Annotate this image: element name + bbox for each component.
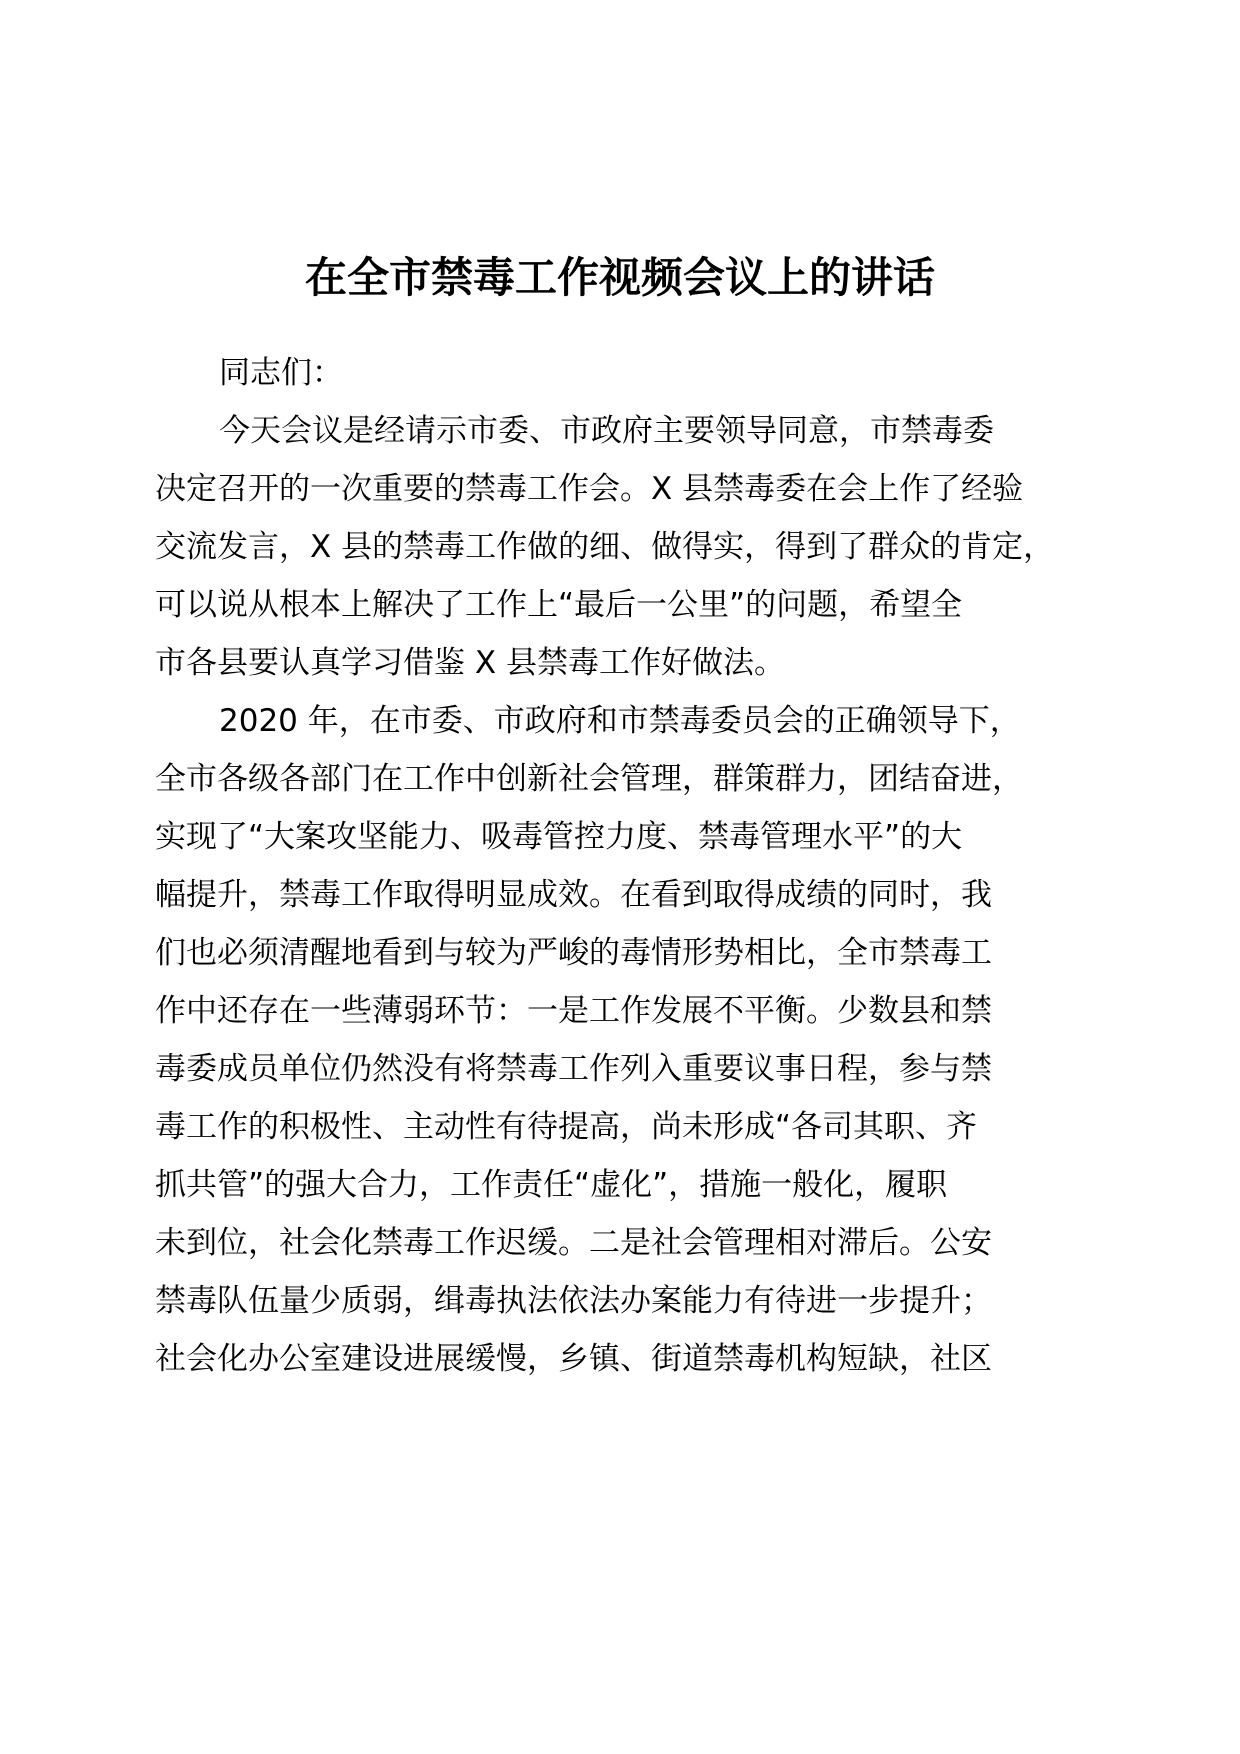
paragraph-line: 今天会议是经请示市委、市政府主要领导同意，市禁毒委 — [219, 413, 994, 449]
paragraph-line: 抓共管”的强大合力，工作责任“虚化”，措施一般化，履职 — [155, 1167, 948, 1203]
paragraph-line: 可以说从根本上解决了工作上“最后一公里”的问题，希望全 — [155, 587, 963, 623]
paragraph-line: 禁毒队伍量少质弱，缉毒执法依法办案能力有待进一步提升； — [155, 1283, 992, 1319]
paragraph-line: 未到位，社会化禁毒工作迟缓。二是社会管理相对滞后。公安 — [155, 1225, 992, 1261]
paragraph-line: 实现了“大案攻坚能力、吸毒管控力度、禁毒管理水平”的大 — [155, 819, 963, 855]
paragraph-line: 毒委成员单位仍然没有将禁毒工作列入重要议事日程，参与禁 — [155, 1051, 992, 1087]
paragraph-line: 社会化办公室建设进展缓慢，乡镇、街道禁毒机构短缺，社区 — [155, 1341, 992, 1377]
document-title: 在全市禁毒工作视频会议上的讲话 — [304, 253, 935, 302]
paragraph-line: 们也必须清醒地看到与较为严峻的毒情形势相比，全市禁毒工 — [155, 935, 992, 971]
paragraph-line: 交流发言，X 县的禁毒工作做的细、做得实，得到了群众的肯定， — [155, 529, 1055, 565]
salutation-line: 同志们： — [219, 355, 343, 391]
paragraph-line: 全市各级各部门在工作中创新社会管理，群策群力，团结奋进， — [155, 761, 1023, 797]
document-body — [155, 344, 1115, 1388]
paragraph-line: 决定召开的一次重要的禁毒工作会。X 县禁毒委在会上作了经验 — [155, 471, 1024, 507]
paragraph-line: 作中还存在一些薄弱环节：一是工作发展不平衡。少数县和禁 — [155, 993, 992, 1029]
paragraph-line: 毒工作的积极性、主动性有待提高，尚未形成“各司其职、齐 — [155, 1109, 978, 1145]
paragraph-line: 幅提升，禁毒工作取得明显成效。在看到取得成绩的同时，我 — [155, 877, 992, 913]
paragraph-line: 市各县要认真学习借鉴 X 县禁毒工作好做法。 — [155, 645, 785, 681]
paragraph-line: 2020 年，在市委、市政府和市禁毒委员会的正确领导下， — [219, 703, 1021, 739]
